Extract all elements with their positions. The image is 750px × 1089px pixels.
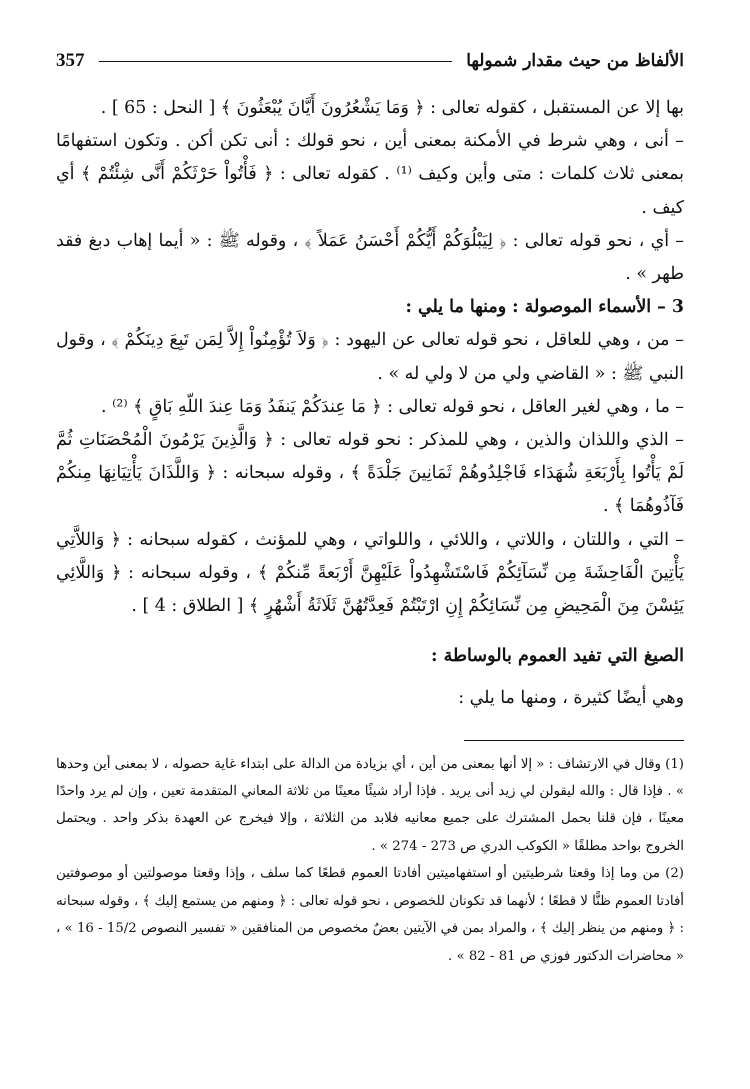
footnote-separator: [464, 740, 684, 741]
paragraph-intro: وهي أيضًا كثيرة ، ومنها ما يلي :: [458, 688, 684, 709]
paragraph-ayy: – أي ، نحو قوله تعالى : ﴿ لِيَبْلُوَكُمْ أَيُّكُمْ أَحْسَنُ عَمَلاً ﴾ ، وقوله ﷺ : « أيما إهاب دبغ فقد طهر » .: [56, 230, 684, 285]
subheading-relative-nouns: 3 – الأسماء الموصولة : ومنها ما يلي :: [405, 297, 684, 318]
footnote-2: (2) من وما إذا وقعتا شرطيتين أو استفهاميتين أفادتا العموم قطعًا كما سلف ، وإذا وقعتا موصولتين أو موصوفتين أفادتا العموم ظنًّا لا قطعًا ؛ لأنهما قد تكونان للخصوص ، نحو قوله تعالى : ﴿ ومنهم من يستمع إليك ﴾ ، وقوله سبحانه : ﴿ ومنهم من ينظر إليك ﴾ ، والمراد بمن في الآيتين بعضٌ مخصوص من المنافقين « تفسير النصوص 15/2 - 16 » ، « محاضرات الدكتور فوزي ص 81 - 82 » .: [56, 866, 684, 964]
page-header: [56, 44, 684, 78]
footnote-1: (1) وقال في الارتشاف : « إلا أنها بمعنى من أين ، أي بزيادة من الدالة على ابتداء غاية حصوله ، لا بمعنى أين وحدها » . فإذا قال : والله ليقولن لي زيد أنى يريد . فإذا أراد شيئًا معينًا من ثلاثة المعاني المتقدمة تعين ، وإن لم يرد واحدًا معينًا ، فإن قلنا بحمل المشترك على جميع معانيه فلابد من الثلاثة ، وإلا فيخرج عن العهدة بذكر واحد . ويحتمل الخروج بواحد مطلقًا « الكوكب الدري ص 273 - 274 » .: [56, 756, 684, 854]
paragraph-anna: – أنى ، وهي شرط في الأمكنة بمعنى أين ، نحو قولك : أنى تكن أكن . وتكون استفهامًا بمعنى ثلاث كلمات : متى وأين وكيف ⁽¹⁾ . كقوله تعالى : ﴿ فَأْتُواْ حَرْثَكُمْ أَنَّى شِئْتُمْ ﴾ أي كيف .: [56, 131, 685, 218]
page-number: 357: [56, 50, 85, 71]
paragraph-1: بها إلا عن المستقبل ، كقوله تعالى : ﴿ وَمَا يَشْعُرُونَ أَيَّانَ يُبْعَثُونَ ﴾ [ النحل : 65 ] .: [100, 98, 684, 118]
paragraph-man: – من ، وهي للعاقل ، نحو قوله تعالى عن اليهود : ﴿ وَلاَ تُؤْمِنُواْ إِلاَّ لِمَن تَبِعَ دِينَكُمْ ﴾ ، وقول النبي ﷺ : « القاضي ولي من لا ولي له » .: [56, 330, 684, 384]
footnotes: [56, 751, 684, 970]
running-title: الألفاظ من حيث مقدار شمولها: [466, 51, 684, 71]
header-rule: [99, 61, 453, 62]
main-text: [56, 92, 684, 716]
paragraph-alladhi: – الذي واللذان والذين ، وهي للمذكر : نحو قوله تعالى : ﴿ وَالَّذِينَ يَرْمُونَ الْمُحْصَنَاتِ ثُمَّ لَمْ يَأْتُوا بِأَرْبَعَةِ شُهَدَاء فَاجْلِدُوهُمْ ثَمَانِينَ جَلْدَةً ﴾ ، وقوله سبحانه : ﴿ وَاللَّذَانَ يَأْتِيَانِهَا مِنكُمْ فَآذُوهُمَا ﴾ .: [56, 430, 684, 517]
paragraph-allati: – التي ، واللتان ، واللاتي ، واللائي ، واللواتي ، وهي للمؤنث ، كقوله سبحانه : ﴿ وَاللاَّتِي يَأْتِينَ الْفَاحِشَةَ مِن نِّسَآئِكُمْ فَاسْتَشْهِدُواْ عَلَيْهِنَّ أَرْبَعةً مِّنكُمْ ﴾ ، وقوله سبحانه : ﴿ وَاللَّائِي يَئِسْنَ مِنَ الْمَحِيضِ مِن نِّسَائِكُمْ إِنِ ارْتَبْتُمْ فَعِدَّتُهُنَّ ثَلَاثَةُ أَشْهُرٍ ﴾ [ الطلاق : 4 ] .: [56, 529, 684, 617]
paragraph-ma: – ما ، وهي لغير العاقل ، نحو قوله تعالى : ﴿ مَا عِندَكُمْ يَنفَدُ وَمَا عِندَ اللّهِ بَاقٍ ﴾ ⁽²⁾ .: [101, 396, 684, 417]
section-heading: الصيغ التي تفيد العموم بالوساطة :: [431, 645, 684, 667]
